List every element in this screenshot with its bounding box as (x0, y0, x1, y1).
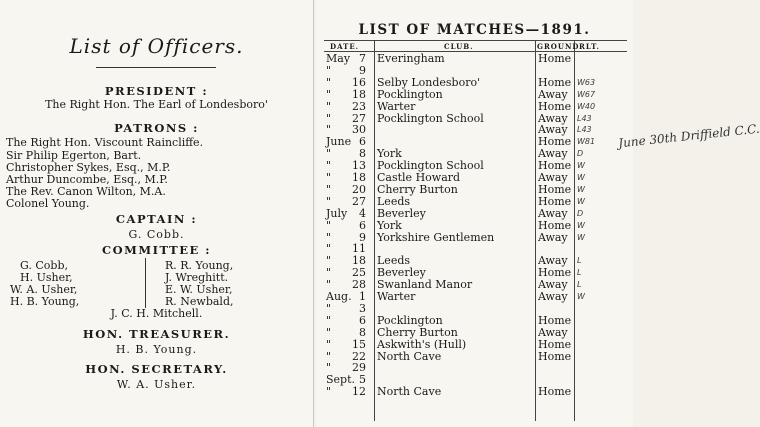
match-month: " (326, 337, 332, 351)
match-month: " (326, 182, 332, 196)
match-day: 16 (352, 75, 366, 89)
match-month: " (326, 313, 332, 327)
match-day: 28 (352, 278, 366, 292)
match-result: D (577, 149, 584, 159)
matches-title: LIST OF MATCHES—1891. (358, 22, 591, 38)
match-ground: Home (538, 349, 572, 363)
match-day: 11 (352, 242, 366, 256)
match-club: Askwith's (Hull) (377, 337, 467, 351)
match-month: " (326, 63, 332, 77)
matches-page (316, 0, 760, 427)
match-day: 12 (352, 385, 366, 399)
match-day: 7 (359, 52, 366, 65)
patron-2: Sir Philip Egerton, Bart. (6, 149, 142, 162)
match-ground: Home (538, 182, 572, 196)
match-club: North Cave (377, 349, 442, 363)
patron-4: Arthur Duncombe, Esq., M.P. (6, 173, 168, 186)
match-result: W63 (577, 77, 596, 87)
committee-member: H. Usher, (20, 271, 73, 284)
result-column-header: RLT. (579, 42, 600, 51)
match-club: Leeds (377, 194, 411, 208)
match-day: 23 (352, 99, 366, 113)
match-month: May (326, 52, 351, 65)
match-month: " (326, 159, 332, 173)
match-result: W (577, 184, 585, 194)
match-ground: Away (538, 123, 568, 137)
match-result: L (577, 268, 582, 278)
match-club: York (377, 218, 402, 232)
match-ground: Home (538, 266, 572, 280)
treasurer-heading: HON. TREASURER. (82, 327, 231, 341)
patron-3: Christopher Sykes, Esq., M.P. (6, 161, 171, 174)
match-day: 8 (359, 147, 366, 161)
match-month: " (326, 349, 332, 363)
match-month: " (326, 361, 332, 375)
date-column-header: DATE. (330, 42, 360, 51)
match-result: W40 (577, 101, 596, 111)
match-month: " (326, 385, 332, 399)
match-club: North Cave (377, 385, 442, 399)
match-ground: Home (538, 99, 572, 113)
match-day: 13 (352, 159, 366, 173)
match-club: Everingham (377, 52, 445, 65)
match-month: " (326, 325, 332, 339)
match-club: Pocklington (377, 313, 443, 327)
match-day: 30 (352, 123, 366, 137)
match-day: 9 (359, 230, 366, 244)
table-header-rule (324, 51, 627, 52)
match-month: " (326, 254, 332, 268)
captain-name: G. Cobb. (128, 228, 185, 241)
match-result: L43 (577, 113, 592, 123)
committee-member: E. W. Usher, (165, 283, 233, 296)
match-month: " (326, 218, 332, 232)
committee-member: W. A. Usher, (10, 283, 78, 296)
match-row (316, 327, 633, 339)
title-divider (96, 67, 216, 68)
match-club: Selby Londesboro' (377, 75, 481, 89)
match-month: " (326, 99, 332, 113)
match-month: " (326, 171, 332, 184)
match-month: " (326, 147, 332, 161)
match-result: W (577, 173, 585, 182)
match-day: 18 (352, 87, 366, 101)
match-club: York (377, 147, 402, 161)
match-month: " (326, 123, 332, 137)
match-club: Castle Howard (377, 171, 461, 184)
officers-page (0, 0, 314, 427)
match-month: " (326, 75, 332, 89)
match-ground: Away (538, 171, 568, 184)
match-day: 8 (359, 325, 366, 339)
match-row (316, 89, 633, 101)
match-ground: Away (538, 325, 568, 339)
match-ground: Home (538, 159, 572, 173)
captain-heading: CAPTAIN : (115, 212, 198, 226)
match-day: 18 (352, 171, 366, 184)
match-club: Leeds (377, 254, 411, 268)
match-ground: Home (538, 337, 572, 351)
patrons-heading: PATRONS : (114, 121, 199, 135)
match-ground: Away (538, 206, 568, 220)
match-day: 27 (352, 111, 366, 125)
match-month: Aug. (326, 290, 352, 303)
match-day: 20 (352, 182, 366, 196)
handwritten-note: June 30th Driffield C.C. (617, 121, 760, 151)
match-result: L43 (577, 125, 592, 135)
president-name: The Right Hon. The Earl of Londesboro' (45, 98, 268, 111)
match-row (316, 339, 633, 351)
match-result: W (577, 292, 585, 301)
match-day: 22 (352, 349, 366, 363)
table-top-rule (324, 40, 627, 41)
match-ground: Away (538, 290, 568, 303)
match-ground: Away (538, 87, 568, 101)
committee-member: J. Wreghitt. (165, 271, 229, 284)
committee-member: R. Newbald, (165, 295, 234, 308)
match-row (316, 386, 633, 398)
committee-member: R. R. Young, (165, 259, 234, 272)
match-ground: Away (538, 254, 568, 268)
match-day: 6 (359, 218, 366, 232)
match-month: " (326, 278, 332, 292)
match-day: 6 (359, 135, 366, 149)
match-result: L (577, 256, 582, 266)
match-ground: Away (538, 111, 568, 125)
match-day: 6 (359, 313, 366, 327)
secretary-heading: HON. SECRETARY. (85, 362, 228, 376)
match-month: " (326, 194, 332, 208)
match-result: L (577, 280, 582, 290)
match-month: " (326, 87, 332, 101)
match-day: 3 (359, 301, 366, 315)
committee-heading: COMMITTEE : (102, 243, 211, 257)
match-row (316, 77, 633, 89)
match-ground: Home (538, 52, 572, 65)
match-result: W67 (577, 89, 596, 99)
match-day: 27 (352, 194, 366, 208)
match-ground: Home (538, 75, 572, 89)
match-ground: Home (538, 313, 572, 327)
match-result: W (577, 232, 585, 242)
match-row (316, 196, 633, 208)
match-result: W81 (577, 137, 596, 147)
match-month: July (326, 206, 348, 220)
match-row (316, 315, 633, 327)
match-day: 5 (359, 373, 366, 387)
treasurer-name: H. B. Young. (115, 343, 198, 356)
match-ground: Away (538, 278, 568, 292)
match-ground: Home (538, 194, 572, 208)
match-club: Swanland Manor (377, 278, 473, 292)
match-result: D (577, 208, 584, 218)
match-day: 1 (359, 290, 366, 303)
committee-member: J. C. H. Mitchell. (110, 307, 203, 320)
match-row (316, 65, 633, 77)
committee-member: H. B. Young, (10, 295, 80, 308)
match-club: Cherry Burton (377, 182, 458, 196)
officers-title: List of Officers. (69, 34, 244, 58)
match-month: " (326, 230, 332, 244)
match-result: W (577, 196, 585, 206)
match-row (316, 184, 633, 196)
patron-1: The Right Hon. Viscount Raincliffe. (6, 136, 204, 149)
match-day: 15 (352, 337, 366, 351)
committee-divider (145, 258, 146, 308)
patron-6: Colonel Young. (6, 197, 90, 210)
patron-5: The Rev. Canon Wilton, M.A. (6, 185, 166, 198)
match-club: Yorkshire Gentlemen (377, 230, 495, 244)
club-column-header: CLUB. (444, 42, 474, 51)
match-result: W (577, 220, 585, 230)
match-row (316, 208, 633, 220)
match-club: Pocklington School (377, 111, 484, 125)
match-month: Sept. (326, 373, 356, 387)
match-club: Warter (377, 99, 416, 113)
match-club: Cherry Burton (377, 325, 458, 339)
match-day: 29 (352, 361, 366, 375)
committee-member: G. Cobb, (20, 259, 69, 272)
match-month: " (326, 242, 332, 256)
match-ground: Away (538, 230, 568, 244)
match-ground: Home (538, 385, 572, 399)
match-day: 25 (352, 266, 366, 280)
match-row (316, 220, 633, 232)
match-row (316, 303, 633, 315)
president-heading: PRESIDENT : (104, 84, 209, 98)
match-result: W (577, 161, 585, 171)
match-day: 18 (352, 254, 366, 268)
match-ground: Home (538, 218, 572, 232)
match-row (316, 101, 633, 113)
match-club: Pocklington School (377, 159, 484, 173)
match-club: Pocklington (377, 87, 443, 101)
secretary-name: W. A. Usher. (116, 378, 197, 391)
match-ground: Away (538, 147, 568, 161)
match-day: 4 (359, 206, 366, 220)
match-ground: Home (538, 135, 572, 149)
match-club: Warter (377, 290, 416, 303)
match-club: Beverley (377, 266, 426, 280)
match-month: June (326, 135, 352, 149)
match-month: " (326, 301, 332, 315)
match-month: " (326, 266, 332, 280)
match-month: " (326, 111, 332, 125)
match-day: 9 (359, 63, 366, 77)
ground-column-header: GROUND (537, 42, 580, 51)
match-club: Beverley (377, 206, 426, 220)
